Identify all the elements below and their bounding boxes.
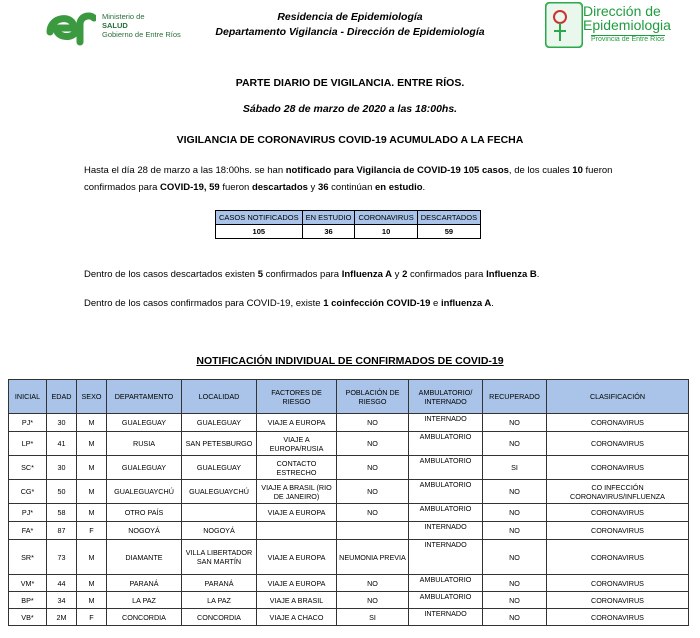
- document-header: [0, 0, 700, 60]
- table-cell: 50: [47, 480, 77, 504]
- table-cell: PARANÁ: [182, 575, 257, 592]
- table-row: [9, 540, 689, 575]
- table-cell: LA PAZ: [182, 592, 257, 609]
- table-cell: AMBULATORIO: [409, 432, 483, 456]
- table-row: [9, 480, 689, 504]
- table-cell: GUALEGUAYCHÚ: [182, 480, 257, 504]
- table-cell: SR*: [9, 540, 47, 575]
- logo-line: Ministerio de: [102, 12, 145, 21]
- table-cell: NOGOYÁ: [107, 522, 182, 540]
- summary-header-row: [216, 211, 481, 225]
- table-cell: INTERNADO: [409, 414, 483, 432]
- table-cell: LP*: [9, 432, 47, 456]
- col-header: SEXO: [77, 380, 107, 414]
- summary-header: CORONAVIRUS: [355, 211, 417, 225]
- table-cell: GUALEGUAYCHÚ: [107, 480, 182, 504]
- table-cell: CONCORDIA: [182, 609, 257, 626]
- col-header: RECUPERADO: [483, 380, 547, 414]
- report-date: Sábado 28 de marzo de 2020 a las 18:00hs.: [242, 103, 458, 115]
- table-cell: SC*: [9, 456, 47, 480]
- table-cell: NO: [483, 414, 547, 432]
- summary-header: DESCARTADOS: [417, 211, 480, 225]
- table-cell: INTERNADO: [409, 522, 483, 540]
- table-cell: VIAJE A EUROPA: [257, 504, 337, 522]
- table-cell: NO: [337, 480, 409, 504]
- table-row: [9, 592, 689, 609]
- summary-value: 10: [355, 225, 417, 239]
- table-cell: GUALEGUAY: [107, 414, 182, 432]
- table-cell: 87: [47, 522, 77, 540]
- table-cell: 34: [47, 592, 77, 609]
- influenza-note: Dentro de los casos descartados existen 5 confirmados para Influenza A y 2 confirmados para Influenza B.: [84, 269, 540, 280]
- table-cell: NO: [483, 480, 547, 504]
- table-cell: CORONAVIRUS: [547, 414, 689, 432]
- table-cell: OTRO PAÍS: [107, 504, 182, 522]
- table-cell: GUALEGUAY: [182, 456, 257, 480]
- table-cell: F: [77, 609, 107, 626]
- table-cell: NO: [483, 540, 547, 575]
- table-cell: AMBULATORIO: [409, 456, 483, 480]
- table-cell: GUALEGUAY: [182, 414, 257, 432]
- table-cell: GUALEGUAY: [107, 456, 182, 480]
- logo-line: SALUD: [102, 21, 128, 30]
- table-row: [9, 575, 689, 592]
- table-cell: SI: [337, 609, 409, 626]
- table-cell: NO: [483, 592, 547, 609]
- direccion-epidemiologia-logo: [545, 2, 675, 46]
- table-row: [9, 609, 689, 626]
- table-cell: VIAJE A EUROPA: [257, 540, 337, 575]
- table-cell: [257, 522, 337, 540]
- table-cell: AMBULATORIO: [409, 480, 483, 504]
- ministerio-salud-logo: [44, 6, 184, 46]
- table-cell: 2M: [47, 609, 77, 626]
- report-title: PARTE DIARIO DE VIGILANCIA. ENTRE RÍOS.: [235, 77, 465, 89]
- header-titles: [190, 10, 510, 40]
- table-cell: AMBULATORIO: [409, 592, 483, 609]
- table-cell: M: [77, 414, 107, 432]
- table-cell: VIAJE A EUROPA/RUSIA: [257, 432, 337, 456]
- table-cell: 30: [47, 414, 77, 432]
- table-cell: CORONAVIRUS: [547, 540, 689, 575]
- table-cell: CONTACTO ESTRECHO: [257, 456, 337, 480]
- table-row: [9, 504, 689, 522]
- table-cell: PARANÁ: [107, 575, 182, 592]
- table-cell: SAN PETESBURGO: [182, 432, 257, 456]
- header-departamento: Departamento Vigilancia - Dirección de Epidemiología: [215, 26, 485, 38]
- table-cell: NEUMONIA PREVIA: [337, 540, 409, 575]
- table-cell: [182, 504, 257, 522]
- table-cell: CORONAVIRUS: [547, 592, 689, 609]
- col-header: INICIAL: [9, 380, 47, 414]
- summary-values-row: [216, 225, 481, 239]
- table-cell: 73: [47, 540, 77, 575]
- table-cell: VIAJE A BRASIL: [257, 592, 337, 609]
- table-cell: CG*: [9, 480, 47, 504]
- table-row: [9, 456, 689, 480]
- table-cell: NO: [483, 432, 547, 456]
- table-cell: VIAJE A BRASIL (RIO DE JANEIRO): [257, 480, 337, 504]
- table-cell: FA*: [9, 522, 47, 540]
- table-cell: VIAJE A CHACO: [257, 609, 337, 626]
- table-cell: INTERNADO: [409, 609, 483, 626]
- table-cell: 58: [47, 504, 77, 522]
- epidemiologia-emblem-icon: [545, 2, 583, 48]
- section-title: NOTIFICACIÓN INDIVIDUAL DE CONFIRMADOS DE COVID-19: [196, 355, 504, 367]
- table-cell: AMBULATORIO: [409, 504, 483, 522]
- summary-header: EN ESTUDIO: [302, 211, 355, 225]
- table-cell: M: [77, 575, 107, 592]
- logo-direccion: Dirección de: [583, 3, 661, 19]
- table-cell: VIAJE A EUROPA: [257, 575, 337, 592]
- table-cell: AMBULATORIO: [409, 575, 483, 592]
- table-cell: M: [77, 480, 107, 504]
- table-header-row: [9, 380, 689, 414]
- table-cell: NO: [483, 609, 547, 626]
- table-cell: [337, 522, 409, 540]
- table-cell: INTERNADO: [409, 540, 483, 575]
- table-cell: NO: [337, 414, 409, 432]
- table-cell: NO: [337, 592, 409, 609]
- table-cell: NO: [483, 522, 547, 540]
- table-cell: CONCORDIA: [107, 609, 182, 626]
- summary-value: 105: [216, 225, 303, 239]
- table-row: [9, 414, 689, 432]
- col-header: DEPARTAMENTO: [107, 380, 182, 414]
- table-cell: PJ*: [9, 504, 47, 522]
- table-cell: BP*: [9, 592, 47, 609]
- table-cell: CORONAVIRUS: [547, 432, 689, 456]
- intro-paragraph: Hasta el día 28 de marzo a las 18:00hs. se han notificado para Vigilancia de COVID-19 105 casos, de los cuales 10 fueron confirmados para COVID-19, 59 fueron descartados y 36 continúan en estudio.: [84, 165, 613, 193]
- table-row: [9, 522, 689, 540]
- table-cell: CORONAVIRUS: [547, 504, 689, 522]
- logo-provincia: Provincia de Entre Ríos: [591, 36, 665, 43]
- table-cell: CORONAVIRUS: [547, 456, 689, 480]
- table-cell: NO: [483, 504, 547, 522]
- table-cell: M: [77, 504, 107, 522]
- table-cell: SI: [483, 456, 547, 480]
- col-header: EDAD: [47, 380, 77, 414]
- table-cell: M: [77, 456, 107, 480]
- er-logo-icon: [44, 6, 96, 46]
- table-cell: DIAMANTE: [107, 540, 182, 575]
- col-header: POBLACIÓN DE RIESGO: [337, 380, 409, 414]
- col-header: AMBULATORIO/ INTERNADO: [409, 380, 483, 414]
- table-cell: RUSIA: [107, 432, 182, 456]
- table-cell: 44: [47, 575, 77, 592]
- table-cell: NOGOYÁ: [182, 522, 257, 540]
- table-cell: LA PAZ: [107, 592, 182, 609]
- summary-header: CASOS NOTIFICADOS: [216, 211, 303, 225]
- summary-value: 36: [302, 225, 355, 239]
- table-cell: CORONAVIRUS: [547, 609, 689, 626]
- summary-table: [215, 210, 481, 239]
- table-cell: PJ*: [9, 414, 47, 432]
- table-cell: VIAJE A EUROPA: [257, 414, 337, 432]
- table-cell: NO: [337, 575, 409, 592]
- table-cell: CO INFECCIÓN CORONAVIRUS/INFLUENZA: [547, 480, 689, 504]
- col-header: FACTORES DE RIESGO: [257, 380, 337, 414]
- table-row: [9, 432, 689, 456]
- table-cell: NO: [483, 575, 547, 592]
- table-cell: 30: [47, 456, 77, 480]
- table-cell: VB*: [9, 609, 47, 626]
- table-cell: NO: [337, 456, 409, 480]
- table-cell: M: [77, 432, 107, 456]
- table-cell: 41: [47, 432, 77, 456]
- cases-body: [9, 414, 689, 626]
- coinfection-note: Dentro de los casos confirmados para COVID-19, existe 1 coinfección COVID-19 e influenza A.: [84, 298, 494, 309]
- table-cell: VILLA LIBERTADOR SAN MARTÍN: [182, 540, 257, 575]
- col-header: CLASIFICACIÓN: [547, 380, 689, 414]
- logo-line: Gobierno de Entre Ríos: [102, 30, 181, 39]
- col-header: LOCALIDAD: [182, 380, 257, 414]
- table-cell: VM*: [9, 575, 47, 592]
- table-cell: M: [77, 592, 107, 609]
- table-cell: M: [77, 540, 107, 575]
- table-cell: CORONAVIRUS: [547, 522, 689, 540]
- confirmed-cases-table: [8, 379, 689, 626]
- report-subtitle: VIGILANCIA DE CORONAVIRUS COVID-19 ACUMULADO A LA FECHA: [176, 134, 524, 146]
- header-residencia: Residencia de Epidemiología: [277, 11, 423, 23]
- summary-value: 59: [417, 225, 480, 239]
- table-cell: NO: [337, 432, 409, 456]
- table-cell: F: [77, 522, 107, 540]
- table-cell: NO: [337, 504, 409, 522]
- table-cell: CORONAVIRUS: [547, 575, 689, 592]
- logo-epidemiologia: Epidemiologia: [583, 17, 671, 33]
